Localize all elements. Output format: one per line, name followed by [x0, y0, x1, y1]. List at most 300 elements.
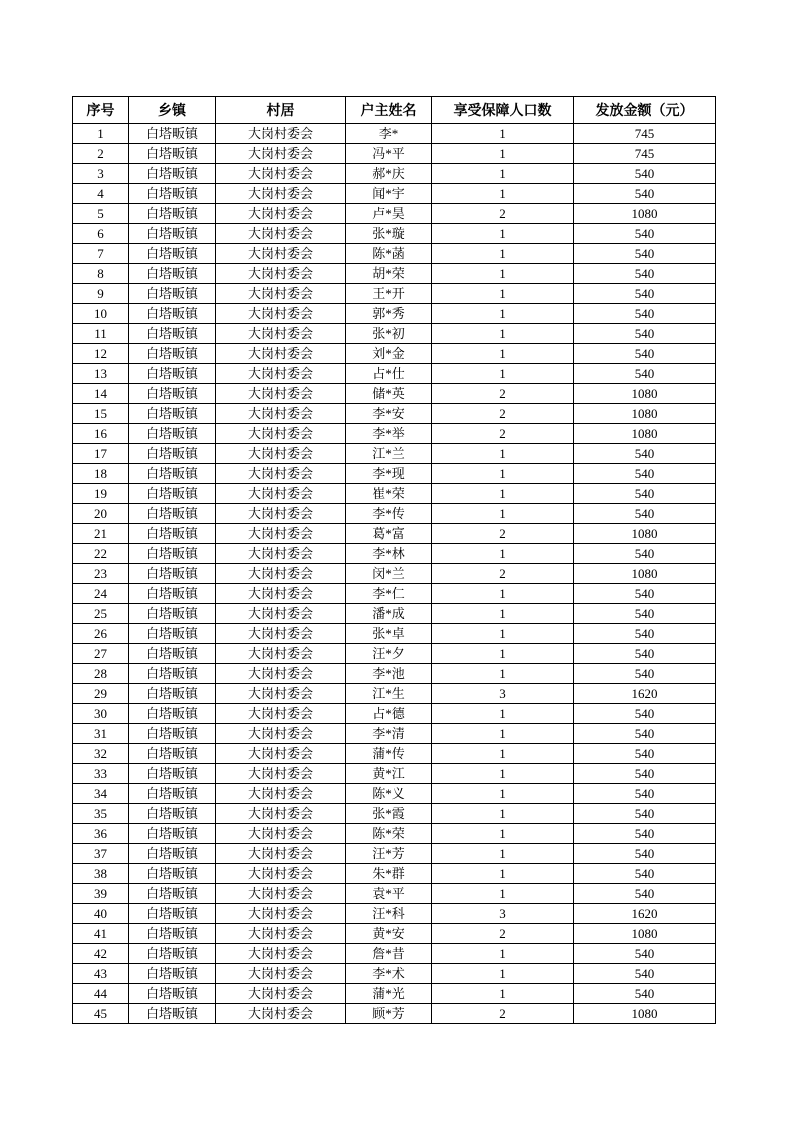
header-population: 享受保障人口数	[432, 97, 574, 124]
cell-population: 1	[432, 984, 574, 1004]
cell-population: 1	[432, 844, 574, 864]
cell-amount: 1080	[574, 204, 716, 224]
table-row	[73, 784, 716, 804]
table-row	[73, 564, 716, 584]
cell-index: 16	[73, 424, 129, 444]
cell-village: 大岗村委会	[216, 504, 346, 524]
table-row	[73, 344, 716, 364]
table-row	[73, 584, 716, 604]
cell-householder: 陈*义	[346, 784, 432, 804]
cell-population: 2	[432, 564, 574, 584]
table-row	[73, 544, 716, 564]
cell-index: 35	[73, 804, 129, 824]
cell-index: 28	[73, 664, 129, 684]
table-row	[73, 384, 716, 404]
cell-population: 1	[432, 264, 574, 284]
cell-amount: 540	[574, 864, 716, 884]
cell-township: 白塔畈镇	[129, 704, 216, 724]
cell-village: 大岗村委会	[216, 204, 346, 224]
cell-village: 大岗村委会	[216, 224, 346, 244]
table-row	[73, 444, 716, 464]
cell-township: 白塔畈镇	[129, 504, 216, 524]
cell-index: 38	[73, 864, 129, 884]
cell-population: 1	[432, 284, 574, 304]
cell-householder: 李*池	[346, 664, 432, 684]
cell-amount: 1620	[574, 684, 716, 704]
cell-householder: 李*仁	[346, 584, 432, 604]
cell-population: 1	[432, 484, 574, 504]
table-row	[73, 604, 716, 624]
cell-population: 3	[432, 904, 574, 924]
cell-index: 6	[73, 224, 129, 244]
cell-village: 大岗村委会	[216, 484, 346, 504]
cell-index: 39	[73, 884, 129, 904]
cell-index: 42	[73, 944, 129, 964]
header-amount: 发放金额（元）	[574, 97, 716, 124]
cell-householder: 黄*江	[346, 764, 432, 784]
cell-population: 1	[432, 244, 574, 264]
cell-township: 白塔畈镇	[129, 864, 216, 884]
header-village: 村居	[216, 97, 346, 124]
cell-householder: 张*璇	[346, 224, 432, 244]
cell-village: 大岗村委会	[216, 624, 346, 644]
cell-population: 1	[432, 444, 574, 464]
cell-householder: 袁*平	[346, 884, 432, 904]
cell-village: 大岗村委会	[216, 444, 346, 464]
payment-table	[72, 96, 716, 1024]
cell-population: 1	[432, 604, 574, 624]
cell-householder: 朱*群	[346, 864, 432, 884]
cell-township: 白塔畈镇	[129, 904, 216, 924]
cell-population: 1	[432, 584, 574, 604]
cell-index: 1	[73, 124, 129, 144]
cell-township: 白塔畈镇	[129, 824, 216, 844]
cell-amount: 745	[574, 124, 716, 144]
cell-amount: 540	[574, 584, 716, 604]
cell-amount: 540	[574, 964, 716, 984]
cell-township: 白塔畈镇	[129, 324, 216, 344]
cell-township: 白塔畈镇	[129, 444, 216, 464]
table-row	[73, 844, 716, 864]
cell-village: 大岗村委会	[216, 744, 346, 764]
cell-amount: 745	[574, 144, 716, 164]
cell-householder: 李*	[346, 124, 432, 144]
cell-amount: 1080	[574, 924, 716, 944]
cell-householder: 蒲*传	[346, 744, 432, 764]
cell-population: 1	[432, 804, 574, 824]
header-index: 序号	[73, 97, 129, 124]
cell-township: 白塔畈镇	[129, 564, 216, 584]
cell-population: 1	[432, 824, 574, 844]
cell-township: 白塔畈镇	[129, 1004, 216, 1024]
cell-population: 2	[432, 524, 574, 544]
cell-population: 1	[432, 664, 574, 684]
cell-index: 45	[73, 1004, 129, 1024]
cell-householder: 蒲*光	[346, 984, 432, 1004]
table-row	[73, 664, 716, 684]
table-row	[73, 764, 716, 784]
cell-village: 大岗村委会	[216, 464, 346, 484]
cell-village: 大岗村委会	[216, 1004, 346, 1024]
cell-population: 1	[432, 764, 574, 784]
cell-township: 白塔畈镇	[129, 364, 216, 384]
cell-population: 1	[432, 304, 574, 324]
cell-amount: 540	[574, 764, 716, 784]
cell-township: 白塔畈镇	[129, 624, 216, 644]
cell-village: 大岗村委会	[216, 144, 346, 164]
cell-village: 大岗村委会	[216, 604, 346, 624]
table-row	[73, 684, 716, 704]
cell-householder: 詹*昔	[346, 944, 432, 964]
cell-township: 白塔畈镇	[129, 644, 216, 664]
cell-index: 29	[73, 684, 129, 704]
table-row	[73, 424, 716, 444]
cell-amount: 540	[574, 604, 716, 624]
cell-householder: 卢*昊	[346, 204, 432, 224]
cell-population: 1	[432, 544, 574, 564]
cell-amount: 540	[574, 664, 716, 684]
cell-amount: 540	[574, 324, 716, 344]
table-row	[73, 804, 716, 824]
cell-householder: 胡*荣	[346, 264, 432, 284]
cell-population: 2	[432, 404, 574, 424]
cell-population: 2	[432, 204, 574, 224]
cell-index: 18	[73, 464, 129, 484]
cell-village: 大岗村委会	[216, 564, 346, 584]
cell-index: 2	[73, 144, 129, 164]
cell-township: 白塔畈镇	[129, 524, 216, 544]
cell-householder: 张*霞	[346, 804, 432, 824]
cell-index: 30	[73, 704, 129, 724]
cell-population: 2	[432, 1004, 574, 1024]
cell-population: 1	[432, 744, 574, 764]
cell-township: 白塔畈镇	[129, 464, 216, 484]
cell-population: 1	[432, 944, 574, 964]
cell-village: 大岗村委会	[216, 304, 346, 324]
table-row	[73, 504, 716, 524]
cell-village: 大岗村委会	[216, 184, 346, 204]
table-row	[73, 464, 716, 484]
cell-index: 10	[73, 304, 129, 324]
table-row	[73, 264, 716, 284]
cell-township: 白塔畈镇	[129, 404, 216, 424]
cell-population: 1	[432, 124, 574, 144]
cell-householder: 潘*成	[346, 604, 432, 624]
cell-population: 1	[432, 164, 574, 184]
cell-householder: 江*生	[346, 684, 432, 704]
cell-householder: 汪*芳	[346, 844, 432, 864]
cell-amount: 540	[574, 944, 716, 964]
cell-township: 白塔畈镇	[129, 744, 216, 764]
table-row	[73, 144, 716, 164]
cell-village: 大岗村委会	[216, 644, 346, 664]
cell-index: 27	[73, 644, 129, 664]
cell-township: 白塔畈镇	[129, 384, 216, 404]
cell-township: 白塔畈镇	[129, 484, 216, 504]
cell-householder: 郭*秀	[346, 304, 432, 324]
cell-householder: 汪*夕	[346, 644, 432, 664]
table-row	[73, 704, 716, 724]
cell-township: 白塔畈镇	[129, 264, 216, 284]
table-row	[73, 744, 716, 764]
cell-index: 25	[73, 604, 129, 624]
cell-householder: 张*卓	[346, 624, 432, 644]
cell-index: 5	[73, 204, 129, 224]
cell-householder: 王*开	[346, 284, 432, 304]
cell-index: 33	[73, 764, 129, 784]
cell-amount: 540	[574, 724, 716, 744]
table-row	[73, 484, 716, 504]
table-row	[73, 404, 716, 424]
table-header	[73, 97, 716, 124]
cell-population: 1	[432, 504, 574, 524]
cell-amount: 540	[574, 164, 716, 184]
cell-village: 大岗村委会	[216, 284, 346, 304]
cell-population: 1	[432, 184, 574, 204]
cell-village: 大岗村委会	[216, 924, 346, 944]
cell-amount: 540	[574, 504, 716, 524]
cell-householder: 李*安	[346, 404, 432, 424]
cell-amount: 540	[574, 844, 716, 864]
cell-population: 2	[432, 924, 574, 944]
cell-index: 17	[73, 444, 129, 464]
cell-amount: 540	[574, 784, 716, 804]
table-row	[73, 724, 716, 744]
cell-householder: 李*举	[346, 424, 432, 444]
cell-householder: 顾*芳	[346, 1004, 432, 1024]
table-row	[73, 164, 716, 184]
cell-village: 大岗村委会	[216, 124, 346, 144]
cell-householder: 张*初	[346, 324, 432, 344]
cell-amount: 1080	[574, 1004, 716, 1024]
cell-index: 24	[73, 584, 129, 604]
table-row	[73, 224, 716, 244]
cell-township: 白塔畈镇	[129, 604, 216, 624]
cell-township: 白塔畈镇	[129, 224, 216, 244]
cell-township: 白塔畈镇	[129, 964, 216, 984]
cell-village: 大岗村委会	[216, 404, 346, 424]
cell-township: 白塔畈镇	[129, 944, 216, 964]
cell-population: 1	[432, 964, 574, 984]
cell-householder: 葛*富	[346, 524, 432, 544]
cell-amount: 540	[574, 344, 716, 364]
cell-amount: 540	[574, 364, 716, 384]
table-row	[73, 284, 716, 304]
cell-village: 大岗村委会	[216, 704, 346, 724]
cell-village: 大岗村委会	[216, 784, 346, 804]
cell-amount: 540	[574, 264, 716, 284]
cell-village: 大岗村委会	[216, 944, 346, 964]
cell-population: 1	[432, 644, 574, 664]
cell-village: 大岗村委会	[216, 964, 346, 984]
cell-village: 大岗村委会	[216, 524, 346, 544]
cell-township: 白塔畈镇	[129, 344, 216, 364]
cell-index: 36	[73, 824, 129, 844]
cell-village: 大岗村委会	[216, 684, 346, 704]
cell-householder: 闻*宇	[346, 184, 432, 204]
cell-population: 1	[432, 864, 574, 884]
cell-amount: 540	[574, 224, 716, 244]
cell-amount: 540	[574, 984, 716, 1004]
cell-index: 31	[73, 724, 129, 744]
cell-population: 1	[432, 364, 574, 384]
table-row	[73, 184, 716, 204]
cell-village: 大岗村委会	[216, 344, 346, 364]
cell-village: 大岗村委会	[216, 164, 346, 184]
cell-population: 2	[432, 384, 574, 404]
cell-index: 21	[73, 524, 129, 544]
cell-index: 11	[73, 324, 129, 344]
cell-population: 1	[432, 344, 574, 364]
cell-village: 大岗村委会	[216, 824, 346, 844]
cell-householder: 郝*庆	[346, 164, 432, 184]
table-row	[73, 644, 716, 664]
cell-householder: 占*仕	[346, 364, 432, 384]
cell-village: 大岗村委会	[216, 584, 346, 604]
cell-amount: 540	[574, 284, 716, 304]
cell-amount: 540	[574, 184, 716, 204]
cell-township: 白塔畈镇	[129, 984, 216, 1004]
cell-village: 大岗村委会	[216, 804, 346, 824]
table-row	[73, 124, 716, 144]
table-body	[73, 124, 716, 1024]
table-row	[73, 964, 716, 984]
cell-village: 大岗村委会	[216, 384, 346, 404]
cell-township: 白塔畈镇	[129, 784, 216, 804]
cell-index: 7	[73, 244, 129, 264]
cell-householder: 李*术	[346, 964, 432, 984]
cell-village: 大岗村委会	[216, 264, 346, 284]
cell-village: 大岗村委会	[216, 664, 346, 684]
cell-village: 大岗村委会	[216, 764, 346, 784]
cell-township: 白塔畈镇	[129, 724, 216, 744]
cell-population: 1	[432, 884, 574, 904]
cell-population: 1	[432, 464, 574, 484]
cell-population: 1	[432, 224, 574, 244]
cell-population: 1	[432, 144, 574, 164]
table-row	[73, 524, 716, 544]
cell-township: 白塔畈镇	[129, 764, 216, 784]
cell-amount: 1080	[574, 424, 716, 444]
cell-population: 1	[432, 724, 574, 744]
table-row	[73, 944, 716, 964]
cell-householder: 李*现	[346, 464, 432, 484]
cell-index: 15	[73, 404, 129, 424]
cell-amount: 540	[574, 824, 716, 844]
cell-amount: 540	[574, 804, 716, 824]
cell-householder: 黄*安	[346, 924, 432, 944]
cell-householder: 储*英	[346, 384, 432, 404]
cell-index: 8	[73, 264, 129, 284]
table-row	[73, 1004, 716, 1024]
cell-householder: 闵*兰	[346, 564, 432, 584]
cell-population: 1	[432, 704, 574, 724]
table-row	[73, 624, 716, 644]
cell-amount: 1080	[574, 384, 716, 404]
cell-township: 白塔畈镇	[129, 424, 216, 444]
cell-population: 3	[432, 684, 574, 704]
cell-village: 大岗村委会	[216, 324, 346, 344]
cell-householder: 李*传	[346, 504, 432, 524]
cell-population: 1	[432, 624, 574, 644]
cell-village: 大岗村委会	[216, 544, 346, 564]
cell-index: 4	[73, 184, 129, 204]
cell-householder: 刘*金	[346, 344, 432, 364]
cell-township: 白塔畈镇	[129, 244, 216, 264]
cell-village: 大岗村委会	[216, 424, 346, 444]
cell-amount: 540	[574, 884, 716, 904]
table-row	[73, 904, 716, 924]
table-row	[73, 324, 716, 344]
cell-index: 20	[73, 504, 129, 524]
cell-village: 大岗村委会	[216, 244, 346, 264]
cell-township: 白塔畈镇	[129, 884, 216, 904]
cell-township: 白塔畈镇	[129, 924, 216, 944]
cell-index: 32	[73, 744, 129, 764]
table-row	[73, 864, 716, 884]
cell-population: 1	[432, 784, 574, 804]
header-row	[73, 97, 716, 124]
cell-index: 41	[73, 924, 129, 944]
table-row	[73, 984, 716, 1004]
cell-index: 40	[73, 904, 129, 924]
cell-index: 22	[73, 544, 129, 564]
cell-amount: 540	[574, 744, 716, 764]
cell-index: 44	[73, 984, 129, 1004]
cell-index: 23	[73, 564, 129, 584]
cell-index: 3	[73, 164, 129, 184]
cell-township: 白塔畈镇	[129, 844, 216, 864]
cell-township: 白塔畈镇	[129, 204, 216, 224]
table-row	[73, 204, 716, 224]
table-row	[73, 304, 716, 324]
cell-amount: 540	[574, 444, 716, 464]
cell-village: 大岗村委会	[216, 864, 346, 884]
cell-index: 13	[73, 364, 129, 384]
cell-index: 12	[73, 344, 129, 364]
table-row	[73, 824, 716, 844]
cell-amount: 1620	[574, 904, 716, 924]
cell-township: 白塔畈镇	[129, 804, 216, 824]
header-householder: 户主姓名	[346, 97, 432, 124]
cell-index: 37	[73, 844, 129, 864]
cell-village: 大岗村委会	[216, 844, 346, 864]
cell-index: 19	[73, 484, 129, 504]
cell-township: 白塔畈镇	[129, 664, 216, 684]
cell-village: 大岗村委会	[216, 724, 346, 744]
cell-amount: 540	[574, 304, 716, 324]
cell-amount: 540	[574, 704, 716, 724]
cell-population: 1	[432, 324, 574, 344]
cell-amount: 540	[574, 644, 716, 664]
header-township: 乡镇	[129, 97, 216, 124]
cell-householder: 陈*荣	[346, 824, 432, 844]
table-row	[73, 924, 716, 944]
cell-township: 白塔畈镇	[129, 164, 216, 184]
cell-index: 14	[73, 384, 129, 404]
cell-population: 2	[432, 424, 574, 444]
cell-village: 大岗村委会	[216, 904, 346, 924]
cell-householder: 冯*平	[346, 144, 432, 164]
cell-village: 大岗村委会	[216, 364, 346, 384]
cell-township: 白塔畈镇	[129, 144, 216, 164]
cell-amount: 1080	[574, 524, 716, 544]
table-row	[73, 364, 716, 384]
cell-amount: 540	[574, 244, 716, 264]
table-row	[73, 244, 716, 264]
cell-index: 26	[73, 624, 129, 644]
cell-amount: 540	[574, 624, 716, 644]
